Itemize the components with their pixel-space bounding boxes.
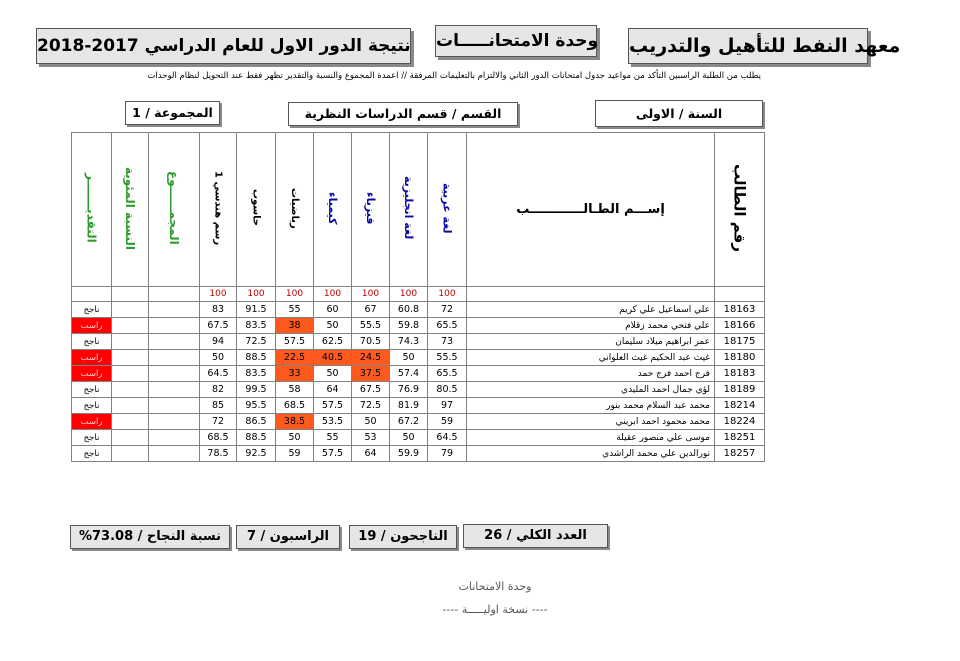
physics-cell: 67 [352, 302, 390, 318]
table-row [72, 446, 765, 462]
max-marks-row [72, 287, 765, 302]
student-name-cell: غيث عبد الحكيم غيث العلواني [467, 350, 715, 366]
arabic-cell: 73 [428, 334, 467, 350]
drawing-cell: 94 [200, 334, 237, 350]
drawing-cell: 83 [200, 302, 237, 318]
math-cell: 57.5 [276, 334, 314, 350]
percentage-cell [112, 302, 149, 318]
total-cell [149, 382, 200, 398]
chemistry-cell: 53.5 [314, 414, 352, 430]
arabic-cell: 59 [428, 414, 467, 430]
total-cell [149, 334, 200, 350]
max-mark-drawing: 100 [200, 287, 237, 302]
physics-cell: 67.5 [352, 382, 390, 398]
table-header-row [72, 133, 765, 287]
max-mark-empty [467, 287, 715, 302]
student-name-cell: علي اسماعيل علي كريم [467, 302, 715, 318]
percentage-cell [112, 398, 149, 414]
grade-cell: راسب [72, 318, 112, 334]
department-label: القسم / قسم الدراسات النظرية [288, 102, 518, 126]
chemistry-cell: 55 [314, 430, 352, 446]
computer-cell: 83.5 [237, 318, 276, 334]
exam-unit-title: وحدة الامتحانـــــات [435, 25, 597, 57]
student-id-cell: 18163 [715, 302, 765, 318]
arabic-cell: 65.5 [428, 366, 467, 382]
student-id-cell: 18166 [715, 318, 765, 334]
student-id-cell: 18189 [715, 382, 765, 398]
drawing-cell: 50 [200, 350, 237, 366]
max-mark-english: 100 [390, 287, 428, 302]
grade-cell: ناجح [72, 382, 112, 398]
math-cell: 55 [276, 302, 314, 318]
max-mark-arabic: 100 [428, 287, 467, 302]
drawing-cell: 82 [200, 382, 237, 398]
english-cell: 60.8 [390, 302, 428, 318]
student-name-cell: فرج احمد فرج حمد [467, 366, 715, 382]
footer-unit: وحدة الامتحانات [458, 580, 532, 593]
computer-cell: 92.5 [237, 446, 276, 462]
english-cell: 76.9 [390, 382, 428, 398]
grade-cell: راسب [72, 350, 112, 366]
table-row [72, 350, 765, 366]
arabic-cell: 72 [428, 302, 467, 318]
student-name-cell: لؤي جمال احمد المليدي [467, 382, 715, 398]
math-cell: 59 [276, 446, 314, 462]
english-cell: 81.9 [390, 398, 428, 414]
chemistry-cell: 64 [314, 382, 352, 398]
student-name-cell: موسى علي منصور عقيلة [467, 430, 715, 446]
max-mark-chemistry: 100 [314, 287, 352, 302]
computer-cell: 83.5 [237, 366, 276, 382]
table-row [72, 414, 765, 430]
arabic-cell: 80.5 [428, 382, 467, 398]
grade-cell: ناجح [72, 334, 112, 350]
grade-cell: ناجح [72, 446, 112, 462]
total-cell [149, 398, 200, 414]
drawing-cell: 67.5 [200, 318, 237, 334]
drawing-cell: 64.5 [200, 366, 237, 382]
percentage-cell [112, 318, 149, 334]
chemistry-cell: 60 [314, 302, 352, 318]
header-total: المجمــــــوع [149, 133, 200, 287]
physics-cell: 55.5 [352, 318, 390, 334]
arabic-cell: 79 [428, 446, 467, 462]
total-cell [149, 350, 200, 366]
english-cell: 50 [390, 430, 428, 446]
english-cell: 59.8 [390, 318, 428, 334]
physics-cell: 64 [352, 446, 390, 462]
physics-cell: 70.5 [352, 334, 390, 350]
max-mark-math: 100 [276, 287, 314, 302]
physics-cell: 50 [352, 414, 390, 430]
arabic-cell: 55.5 [428, 350, 467, 366]
drawing-cell: 72 [200, 414, 237, 430]
total-cell [149, 302, 200, 318]
arabic-cell: 64.5 [428, 430, 467, 446]
header-english: لغة انجليزية [390, 133, 428, 287]
computer-cell: 88.5 [237, 350, 276, 366]
table-row [72, 334, 765, 350]
grade-cell: ناجح [72, 430, 112, 446]
percentage-cell [112, 414, 149, 430]
student-name-cell: نورالدين علي محمد الراشدي [467, 446, 715, 462]
chemistry-cell: 40.5 [314, 350, 352, 366]
institute-title: معهد النفط للتأهيل والتدريب [628, 28, 868, 64]
table-row [72, 318, 765, 334]
percentage-cell [112, 430, 149, 446]
computer-cell: 99.5 [237, 382, 276, 398]
drawing-cell: 68.5 [200, 430, 237, 446]
computer-cell: 95.5 [237, 398, 276, 414]
student-name-cell: محمد محمود احمد ابريني [467, 414, 715, 430]
header-math: رياضيات [276, 133, 314, 287]
math-cell: 33 [276, 366, 314, 382]
math-cell: 38.5 [276, 414, 314, 430]
english-cell: 74.3 [390, 334, 428, 350]
drawing-cell: 85 [200, 398, 237, 414]
physics-cell: 37.5 [352, 366, 390, 382]
math-cell: 58 [276, 382, 314, 398]
chemistry-cell: 50 [314, 318, 352, 334]
student-id-cell: 18224 [715, 414, 765, 430]
math-cell: 38 [276, 318, 314, 334]
header-chemistry: كيمياء [314, 133, 352, 287]
table-row [72, 430, 765, 446]
total-cell [149, 430, 200, 446]
student-name-cell: عمر ابراهيم ميلاد سليمان [467, 334, 715, 350]
header-arabic: لغة عربية [428, 133, 467, 287]
percentage-cell [112, 382, 149, 398]
header-computer: حاسوب [237, 133, 276, 287]
percentage-cell [112, 334, 149, 350]
english-cell: 57.4 [390, 366, 428, 382]
student-id-cell: 18214 [715, 398, 765, 414]
student-id-cell: 18175 [715, 334, 765, 350]
english-cell: 59.9 [390, 446, 428, 462]
total-cell [149, 446, 200, 462]
math-cell: 50 [276, 430, 314, 446]
header-physics: فيزياء [352, 133, 390, 287]
physics-cell: 53 [352, 430, 390, 446]
arabic-cell: 65.5 [428, 318, 467, 334]
computer-cell: 91.5 [237, 302, 276, 318]
table-row [72, 302, 765, 318]
english-cell: 67.2 [390, 414, 428, 430]
max-mark-physics: 100 [352, 287, 390, 302]
student-name-cell: محمد عبد السلام محمد بنور [467, 398, 715, 414]
student-name-cell: علي فتحي محمد زقلام [467, 318, 715, 334]
header-drawing: رسم هندسي 1 [200, 133, 237, 287]
student-id-cell: 18251 [715, 430, 765, 446]
header-student-id: رقم الطالب [715, 133, 765, 287]
max-mark-empty [72, 287, 112, 302]
table-row [72, 398, 765, 414]
grade-cell: راسب [72, 414, 112, 430]
drawing-cell: 78.5 [200, 446, 237, 462]
notice-text: يطلب من الطلبة الراسبين التأكد من مواعيد جدول امتحانات الدور الثاني والالتزام بالتعليمات المرفقة // اعمدة المجموع والنسبة والتقدير تظهر فقط عند التحويل لنظام الوحدات [147, 71, 761, 81]
header-student-name: إســـم الطـالــــــــــــب [467, 133, 715, 287]
percentage-cell [112, 446, 149, 462]
chemistry-cell: 57.5 [314, 446, 352, 462]
math-cell: 68.5 [276, 398, 314, 414]
passed-count: الناجحون / 19 [349, 525, 457, 549]
student-id-cell: 18257 [715, 446, 765, 462]
arabic-cell: 97 [428, 398, 467, 414]
failed-count: الراسبون / 7 [236, 525, 340, 549]
total-cell [149, 366, 200, 382]
english-cell: 50 [390, 350, 428, 366]
results-table [71, 132, 765, 462]
physics-cell: 72.5 [352, 398, 390, 414]
percentage-cell [112, 350, 149, 366]
footer-copy-label: ---- نسخة اوليـــــة ---- [442, 603, 548, 616]
chemistry-cell: 57.5 [314, 398, 352, 414]
table-row [72, 366, 765, 382]
student-id-cell: 18183 [715, 366, 765, 382]
max-mark-empty [149, 287, 200, 302]
group-label: المجموعة / 1 [125, 101, 220, 125]
physics-cell: 24.5 [352, 350, 390, 366]
grade-cell: ناجح [72, 398, 112, 414]
computer-cell: 88.5 [237, 430, 276, 446]
table-row [72, 382, 765, 398]
computer-cell: 72.5 [237, 334, 276, 350]
result-title: نتيجة الدور الاول للعام الدراسي 2017-2018 [36, 28, 411, 64]
student-id-cell: 18180 [715, 350, 765, 366]
max-mark-empty [112, 287, 149, 302]
grade-cell: راسب [72, 366, 112, 382]
year-label: السنة / الاولى [595, 100, 763, 127]
pass-rate: نسبة النجاح / 73.08% [70, 525, 230, 549]
total-count: العدد الكلي / 26 [463, 524, 608, 548]
chemistry-cell: 50 [314, 366, 352, 382]
total-cell [149, 414, 200, 430]
header-grade: التقديـــــــر [72, 133, 112, 287]
total-cell [149, 318, 200, 334]
header-percentage: النسبة المئوية [112, 133, 149, 287]
percentage-cell [112, 366, 149, 382]
chemistry-cell: 62.5 [314, 334, 352, 350]
math-cell: 22.5 [276, 350, 314, 366]
computer-cell: 86.5 [237, 414, 276, 430]
max-mark-computer: 100 [237, 287, 276, 302]
grade-cell: ناجح [72, 302, 112, 318]
max-mark-empty [715, 287, 765, 302]
